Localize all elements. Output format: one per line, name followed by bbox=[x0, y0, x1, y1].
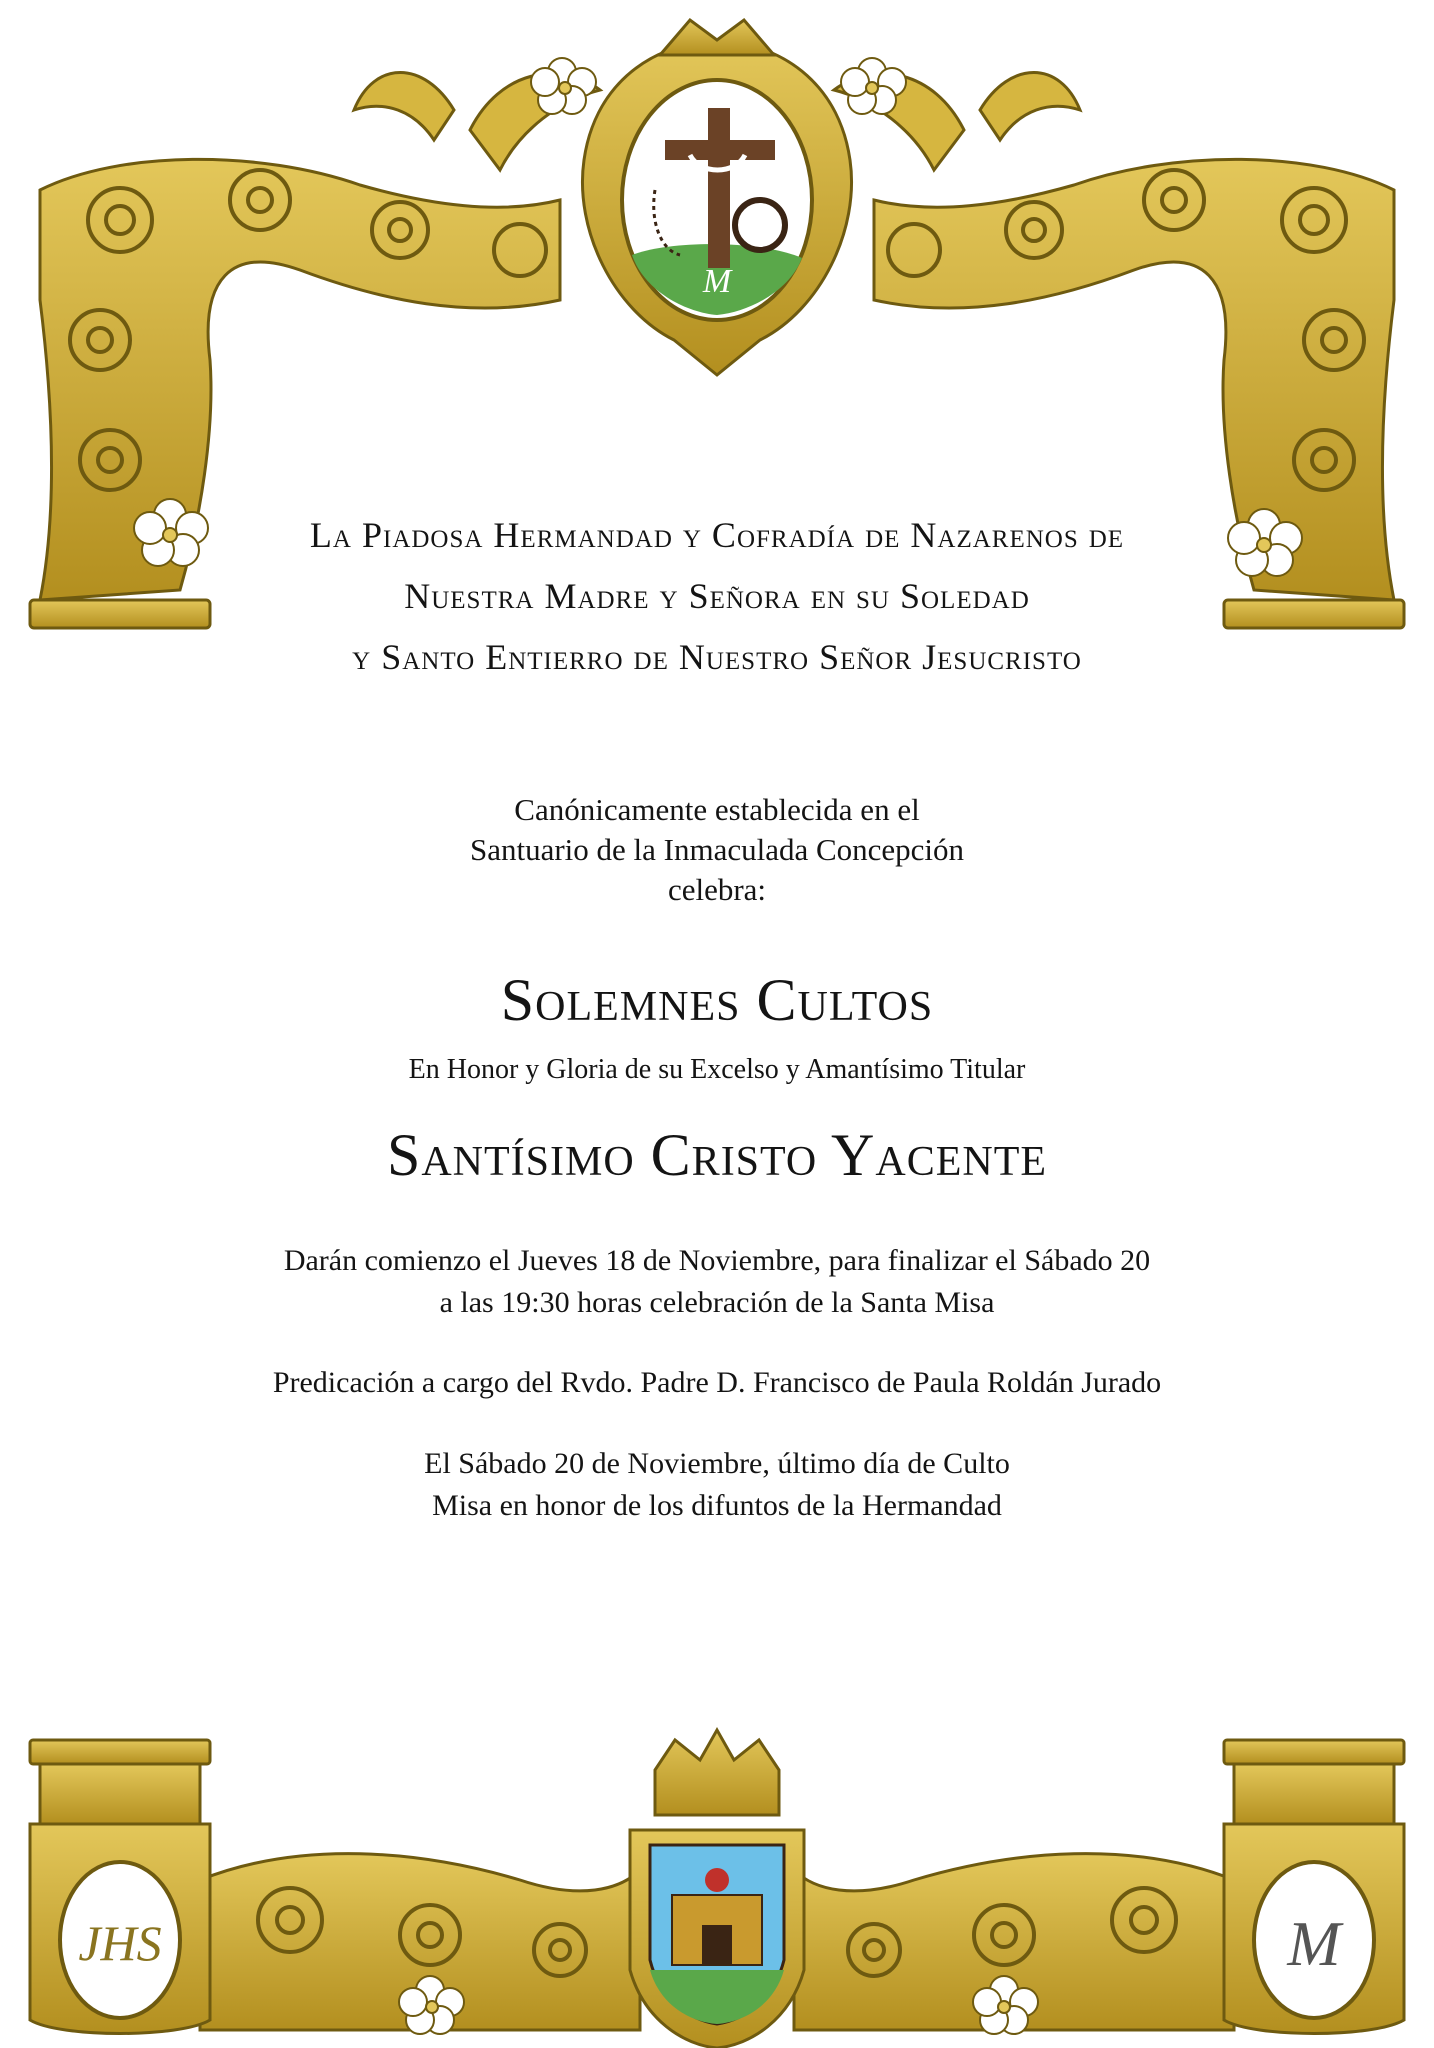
svg-text:JHS: JHS bbox=[78, 1915, 162, 1971]
schedule-line: Darán comienzo el Jueves 18 de Noviembre, para finalizar el Sábado 20 bbox=[283, 1244, 1151, 1277]
bottom-ornament-frame bbox=[0, 1720, 1434, 2048]
schedule-dates bbox=[0, 1240, 1434, 1324]
establishment-line: Santuario de la Inmaculada Concepción bbox=[469, 832, 965, 867]
jhs-monogram-icon bbox=[60, 1862, 180, 2018]
flower-icon bbox=[531, 58, 596, 114]
svg-text:M: M bbox=[1287, 1908, 1341, 1979]
final-day-line: Misa en honor de los difuntos de la Hermandad bbox=[432, 1489, 1002, 1522]
brotherhood-name-line: y Santo Entierro de Nuestro Señor Jesucristo bbox=[352, 637, 1082, 677]
establishment-note bbox=[0, 790, 1434, 910]
cross-emblem-icon bbox=[622, 80, 812, 320]
titular-name: Santísimo Cristo Yacente bbox=[386, 1122, 1048, 1188]
svg-text:M: M bbox=[702, 263, 732, 300]
preacher-note: Predicación a cargo del Rvdo. Padre D. Francisco de Paula Roldán Jurado bbox=[272, 1366, 1162, 1399]
final-day-line: El Sábado 20 de Noviembre, último día de Culto bbox=[424, 1447, 1010, 1480]
event-subtitle: En Honor y Gloria de su Excelso y Amantísimo Titular bbox=[408, 1054, 1026, 1085]
marian-monogram-icon bbox=[1254, 1862, 1374, 2018]
schedule-line: a las 19:30 horas celebración de la Santa Misa bbox=[439, 1286, 995, 1319]
town-shield-icon bbox=[650, 1845, 784, 2024]
final-day-note bbox=[0, 1443, 1434, 1527]
brotherhood-name-line: Nuestra Madre y Señora en su Soledad bbox=[404, 576, 1030, 616]
event-title: Solemnes Cultos bbox=[500, 967, 934, 1033]
brotherhood-name-line: La Piadosa Hermandad y Cofradía de Nazarenos de bbox=[309, 515, 1125, 555]
establishment-line: celebra: bbox=[667, 872, 767, 907]
brotherhood-name bbox=[0, 505, 1434, 688]
establishment-line: Canónicamente establecida en el bbox=[514, 792, 920, 827]
